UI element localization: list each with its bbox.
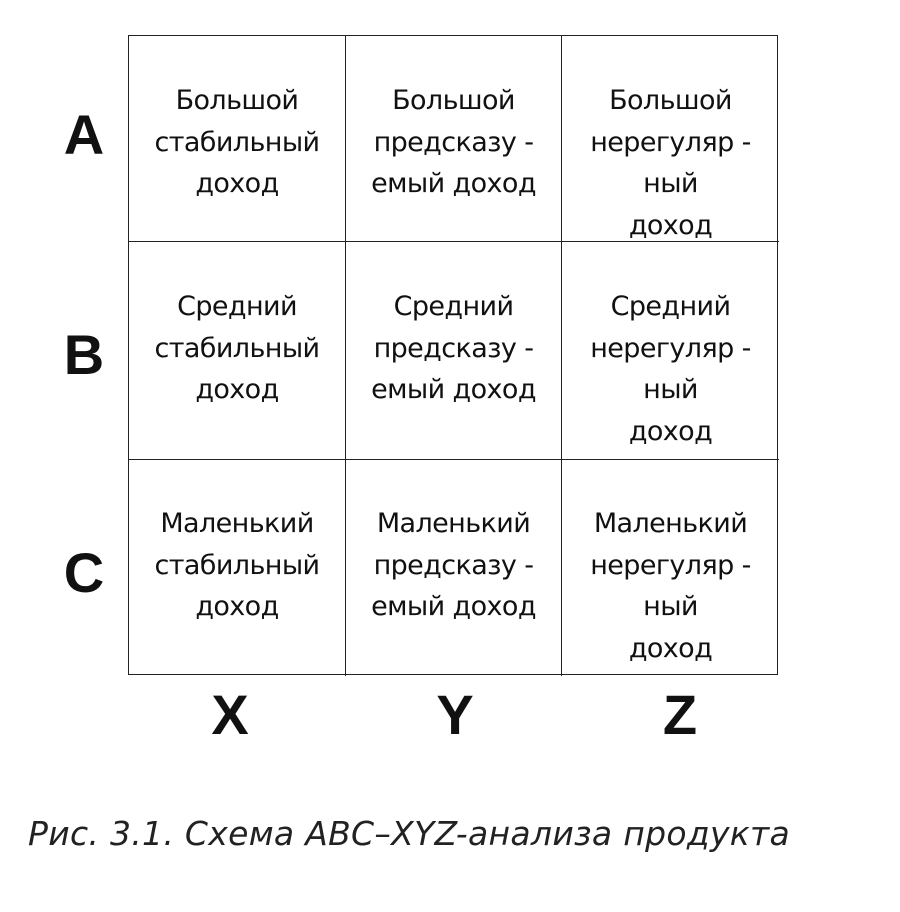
cell-text-line: ный: [643, 168, 698, 199]
figure-caption: Рис. 3.1. Схема ABC–XYZ-анализа продукта: [28, 814, 791, 853]
cell-text-line: предсказу -: [373, 549, 534, 581]
cell-text-line: Средний: [393, 291, 514, 322]
matrix-cell-by: [346, 242, 562, 460]
col-label-x: X: [211, 683, 249, 746]
cell-text-line: нерегуляр -: [590, 126, 751, 158]
col-label-y: Y: [436, 683, 474, 746]
matrix-cell-bx: [129, 242, 346, 460]
cell-text-line: стабильный: [154, 126, 320, 158]
matrix-cell-ay: [346, 36, 562, 242]
cell-text-line: емый доход: [371, 591, 536, 622]
cell-text-line: емый доход: [371, 374, 536, 405]
cell-text-line: доход: [628, 209, 713, 241]
matrix-cell-bz: [562, 242, 779, 460]
cell-text-line: доход: [195, 168, 279, 199]
cell-text-line: Большой: [609, 85, 732, 116]
col-label-z: Z: [662, 683, 698, 746]
matrix-cell-cy: [346, 460, 562, 676]
matrix-cell-cz: [562, 460, 779, 676]
cell-text-line: ный: [643, 374, 698, 405]
cell-text-line: Маленький: [593, 508, 748, 539]
cell-text-line: Маленький: [160, 508, 314, 539]
cell-text-line: Средний: [610, 291, 731, 322]
cell-text-line: стабильный: [154, 549, 320, 581]
cell-text-line: доход: [628, 632, 713, 664]
cell-text-line: ный: [643, 591, 698, 622]
abc-xyz-matrix: [128, 35, 778, 675]
matrix-cell-cx: [129, 460, 346, 676]
cell-text-line: нерегуляр -: [590, 332, 751, 364]
cell-text-line: предсказу -: [373, 126, 534, 158]
cell-text-line: Большой: [175, 85, 299, 116]
row-label-c: C: [63, 541, 105, 604]
cell-text-line: емый доход: [371, 168, 536, 199]
cell-text-line: Средний: [177, 291, 297, 322]
row-label-b: B: [63, 323, 105, 386]
matrix-cell-az: [562, 36, 779, 242]
cell-text-line: стабильный: [154, 332, 320, 364]
cell-text-line: Большой: [392, 85, 515, 116]
cell-text-line: доход: [628, 415, 713, 447]
cell-text-line: нерегуляр -: [590, 549, 751, 581]
cell-text-line: доход: [195, 374, 279, 405]
matrix-cell-ax: [129, 36, 346, 242]
cell-text-line: предсказу -: [373, 332, 534, 364]
row-label-a: A: [63, 103, 105, 166]
cell-text-line: Маленький: [376, 508, 531, 539]
cell-text-line: доход: [195, 591, 279, 622]
